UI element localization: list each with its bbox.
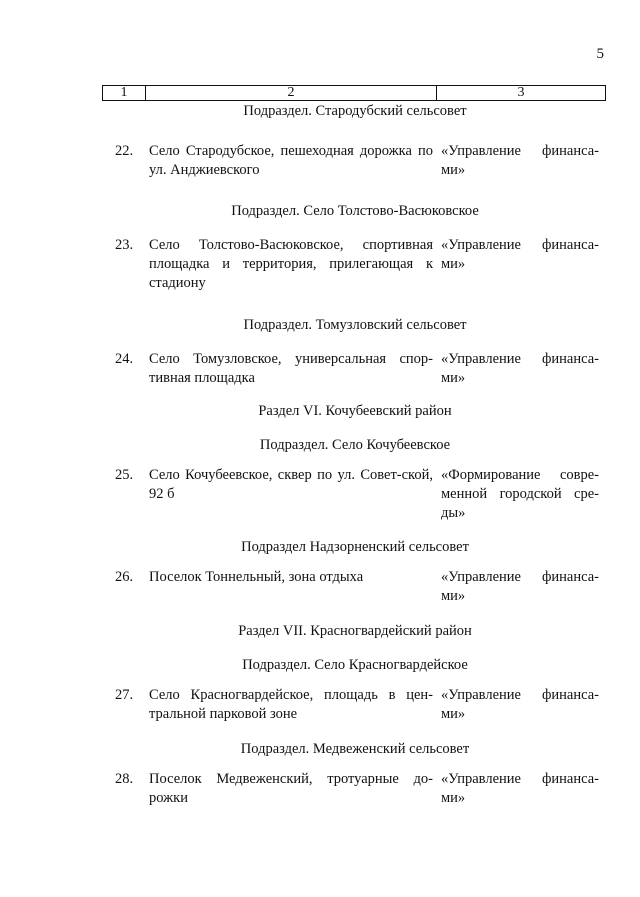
column-header-1: 1 — [103, 86, 146, 100]
row-description: Село Томузловское, универсальная спор-тивная площадка — [149, 351, 433, 386]
row-program: «Управление финанса-ми» — [441, 143, 599, 178]
row-number: 28. — [115, 771, 134, 787]
row-program: «Управление финанса-ми» — [441, 351, 599, 386]
row-description: Поселок Тоннельный, зона отдыха — [149, 569, 364, 585]
row-description: Село Толстово-Васюковское, спортивная площадка и территория, прилегающая к стадиону — [149, 237, 433, 291]
section-heading: Подраздел. Томузловский сельсовет — [243, 317, 467, 333]
table-row — [0, 466, 640, 538]
row-program: «Управление финанса-ми» — [441, 771, 599, 806]
table-column-header — [102, 85, 606, 101]
section-heading: Подраздел. Медвеженский сельсовет — [240, 741, 470, 757]
row-number: 27. — [115, 687, 134, 703]
table-row — [0, 568, 640, 622]
row-description: Поселок Медвеженский, тротуарные до-рожки — [149, 771, 433, 806]
section-heading: Подраздел. Село Красногвардейское — [242, 657, 468, 673]
table-row — [0, 236, 640, 316]
row-program: «Формирование совре-менной городской сре-ды» — [441, 467, 599, 521]
column-header-2: 2 — [146, 86, 437, 100]
table-row — [0, 770, 640, 820]
row-number: 22. — [115, 143, 134, 159]
row-program: «Управление финанса-ми» — [441, 687, 599, 722]
row-description: Село Кочубеевское, сквер по ул. Совет-ской, 92 б — [149, 467, 433, 502]
column-header-3: 3 — [517, 85, 525, 100]
section-heading: Подраздел. Село Кочубеевское — [259, 437, 451, 453]
table-row — [0, 142, 640, 202]
row-program: «Управление финанса-ми» — [441, 569, 599, 604]
row-description: Село Стародубское, пешеходная дорожка по ул. Анджиевского — [149, 143, 433, 178]
row-number: 23. — [115, 237, 134, 253]
row-number: 25. — [115, 467, 134, 483]
section-heading: Подраздел. Стародубский сельсовет — [243, 103, 467, 119]
section-heading: Подраздел Надзорненский сельсовет — [241, 539, 469, 555]
section-heading: Подраздел. Село Толстово-Васюковское — [231, 203, 479, 219]
page-number: 5 — [596, 46, 604, 62]
row-number: 26. — [115, 569, 134, 585]
table-row — [0, 686, 640, 740]
row-number: 24. — [115, 351, 134, 367]
table-row — [0, 350, 640, 402]
document-body — [0, 102, 640, 820]
row-description: Село Красногвардейское, площадь в цен-тральной парковой зоне — [149, 687, 433, 722]
section-heading: Раздел VII. Красногвардейский район — [238, 623, 472, 639]
row-program: «Управление финанса-ми» — [441, 237, 599, 272]
section-heading: Раздел VI. Кочубеевский район — [258, 403, 452, 419]
